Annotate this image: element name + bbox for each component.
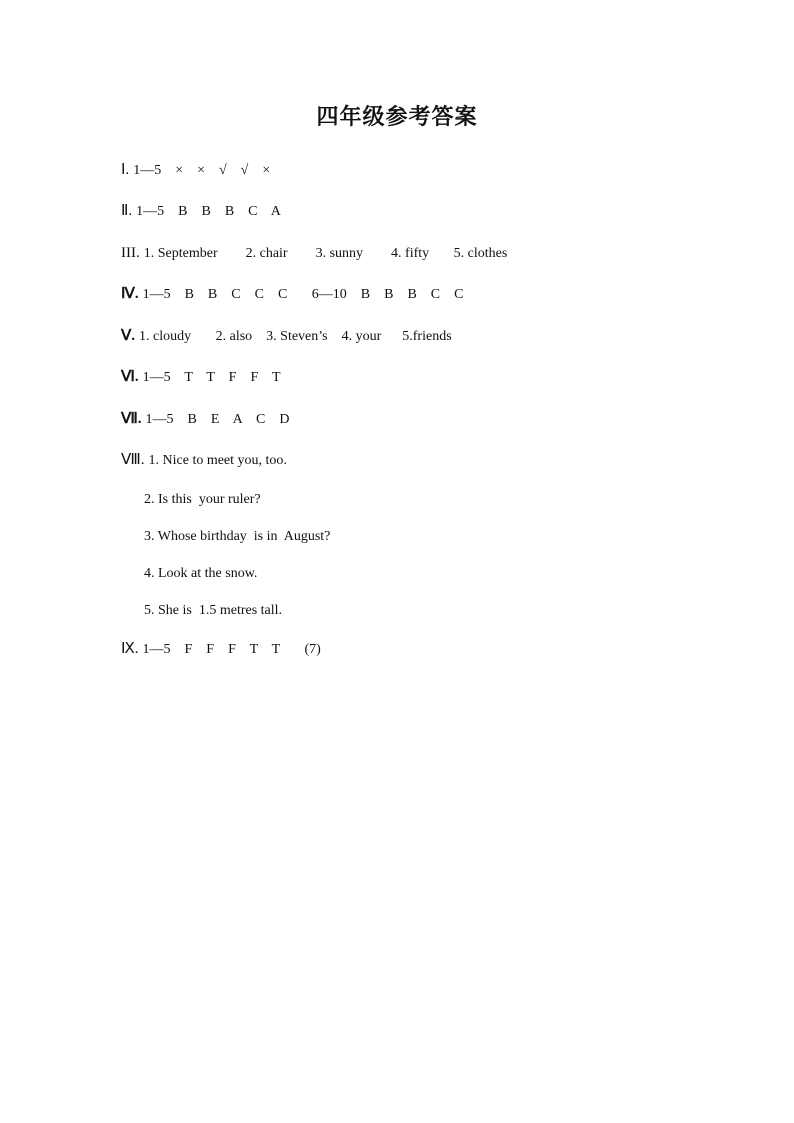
section-answers: 1. September 2. chair 3. sunny 4. fifty 5. clothes [143, 246, 508, 261]
answer-line-4 [121, 285, 463, 304]
answer-line-1 [121, 161, 270, 180]
page-title: 四年级参考答案 [316, 105, 478, 130]
answer-line-7 [121, 410, 289, 429]
answer-line-8 [121, 451, 287, 470]
section-answers: 1—5 B B C C C 6—10 B B B C C [142, 287, 464, 302]
section-numeral: Ⅱ. [121, 203, 133, 219]
answer-line-9 [121, 640, 321, 659]
sentence-item-3: 3. Whose birthday is in August? [144, 529, 331, 544]
section-answers: 1—5 B B B C A [136, 204, 281, 219]
section-numeral: Ⅰ. [121, 162, 130, 178]
section-answers: 1—5 F F F T T (7) [142, 642, 321, 657]
sentence-item-4: 4. Look at the snow. [144, 566, 258, 581]
section-answers: 1—5 T T F F T [142, 370, 281, 385]
section-numeral: Ⅶ. [121, 411, 142, 427]
section-answers: 1—5 B E A C D [145, 412, 290, 427]
answer-line-2 [121, 202, 281, 221]
answer-line-6 [121, 368, 281, 387]
section-numeral: Ⅸ. [121, 641, 139, 657]
section-numeral: Ⅳ. [121, 286, 139, 302]
section-answers: 1. Nice to meet you, too. [148, 453, 287, 468]
section-answers: 1. cloudy 2. also 3. Steven’s 4. your 5.friends [139, 329, 452, 344]
section-numeral: Ⅴ. [121, 328, 136, 344]
section-numeral: III. [121, 245, 140, 261]
sentence-item-2: 2. Is this your ruler? [144, 492, 261, 507]
section-answers: 1—5 × × √ √ × [133, 163, 271, 178]
sentence-item-5: 5. She is 1.5 metres tall. [144, 603, 283, 618]
section-numeral: Ⅷ. [121, 452, 145, 468]
answer-line-3 [121, 244, 507, 263]
section-numeral: Ⅵ. [121, 369, 139, 385]
answer-line-5 [121, 327, 452, 346]
